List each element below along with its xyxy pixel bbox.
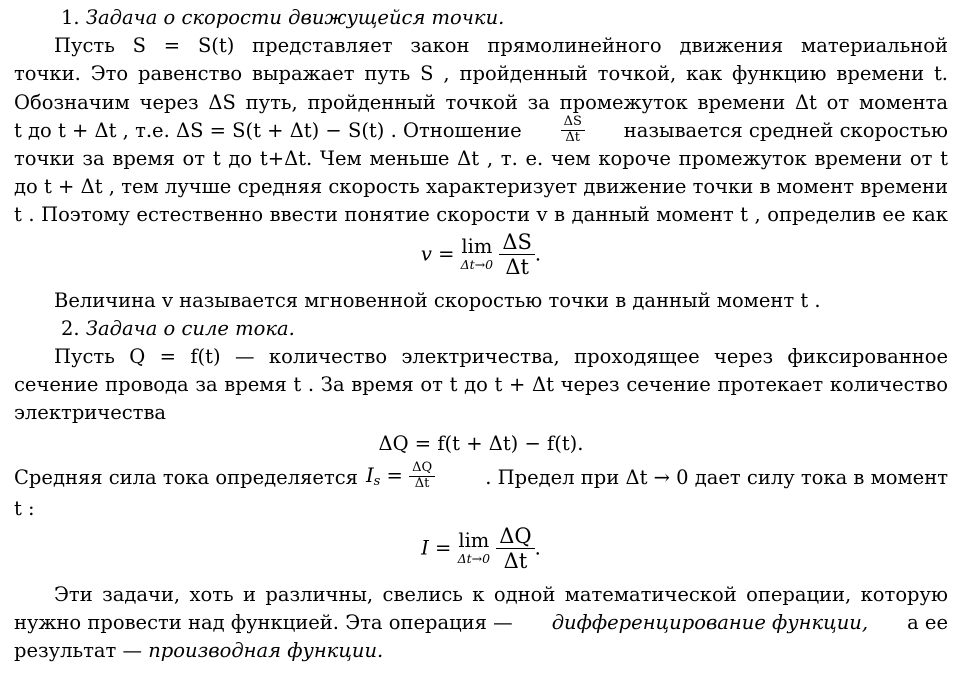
paragraph-line [14, 114, 948, 146]
equation-lhs: I = [421, 536, 452, 560]
heading-number: 1. [61, 6, 80, 29]
text-span: точки. Это равенство выражает путь S , пройденный точкой, как функцию времени t. [14, 62, 948, 86]
fraction-numerator: ΔQ [409, 461, 435, 477]
document-page [14, 4, 948, 665]
equation-period: . [534, 242, 542, 266]
paragraph-line [14, 461, 948, 495]
section-heading-velocity [14, 4, 948, 32]
text-span: до t + Δt , тем лучше средняя скорость характеризует движение точки в момент времени [14, 175, 948, 199]
text-span: Эти задачи, хоть и различны, свелись к одной математической операции, которую [54, 582, 948, 606]
text-span: а ее [907, 610, 948, 634]
text-span: Обозначим через ΔS путь, пройденный точкой за промежуток времени Δt от момента [14, 90, 948, 114]
limit-operator [460, 234, 494, 273]
equation-lhs: v = [420, 242, 455, 266]
section-heading-current [14, 315, 948, 343]
paragraph-line [14, 343, 948, 371]
paragraph-line [14, 32, 948, 60]
fraction-denominator: Δt [414, 475, 430, 491]
text-span: сечение провода за время t . За время от t до t + Δt через сечение протекает количество [14, 373, 948, 397]
display-fraction [499, 230, 535, 279]
text-span: нужно провести над функцией. Эта операция — [14, 610, 513, 634]
text-span: Пусть S = S(t) представляет закон прямолинейного движения материальной [54, 34, 948, 58]
text-span: называется средней скоростью [623, 118, 948, 142]
text-span: результат — [14, 639, 143, 662]
display-fraction [496, 524, 534, 573]
text-span: Пусть Q = f(t) — количество электричества, проходящее через фиксированное [54, 344, 948, 368]
paragraph-line [14, 637, 948, 665]
display-equation-velocity [14, 230, 948, 287]
fraction-denominator: Δt [503, 548, 528, 573]
fraction-numerator: ΔQ [496, 524, 534, 549]
math-subscript: s [373, 473, 381, 489]
text-span: t : [14, 497, 35, 521]
paragraph-line [14, 89, 948, 117]
limit-word: lim [458, 528, 490, 552]
paragraph-line [14, 609, 948, 637]
paragraph-line [14, 60, 948, 88]
paragraph-line [14, 371, 948, 399]
fraction-numerator: ΔS [561, 115, 585, 131]
fraction-denominator: Δt [505, 254, 529, 279]
inline-fraction [409, 461, 435, 492]
inline-fraction [561, 115, 585, 146]
paragraph-line [14, 173, 948, 201]
heading-number: 2. [61, 316, 80, 340]
text-span: . Предел при Δt → 0 дает силу тока в момент [485, 466, 948, 490]
limit-subscript: Δt→0 [460, 257, 494, 273]
equation-period: . [534, 536, 541, 560]
paragraph-line [14, 581, 948, 609]
text-span: точки за время от t до t+Δt. Чем меньше Δt , т. е. чем короче промежуток времени от t [14, 146, 948, 170]
math-equals: = [386, 463, 403, 487]
fraction-numerator: ΔS [499, 230, 535, 255]
emphasis-text: производная функции. [148, 639, 384, 662]
math-variable: I [365, 463, 374, 487]
text-span: t . Поэтому естественно ввести понятие скорости v в данный момент t , определив ее как [14, 203, 948, 227]
limit-subscript: Δt→0 [457, 551, 491, 567]
heading-title: Задача о силе тока. [85, 316, 295, 340]
text-span: Величина v называется мгновенной скоростью точки в данный момент t . [54, 288, 821, 312]
display-equation-charge [14, 427, 948, 461]
fraction-denominator: Δt [565, 130, 581, 146]
text-span: электричества [14, 401, 167, 425]
heading-title: Задача о скорости движущейся точки. [85, 6, 505, 29]
paragraph-line [14, 201, 948, 229]
paragraph-line [14, 287, 948, 315]
display-equation-current [14, 524, 948, 581]
equation-text: ΔQ = f(t + Δt) − f(t). [378, 432, 584, 456]
text-span: t до t + Δt , т.е. ΔS = S(t + Δt) − S(t) . Отношение [14, 118, 522, 142]
paragraph-line [14, 399, 948, 427]
text-span: Средняя сила тока определяется [14, 466, 358, 490]
emphasis-text: дифференцирование функции, [551, 610, 869, 634]
limit-operator [457, 528, 491, 567]
limit-word: lim [461, 234, 493, 258]
paragraph-line [14, 145, 948, 173]
paragraph-line [14, 495, 948, 523]
